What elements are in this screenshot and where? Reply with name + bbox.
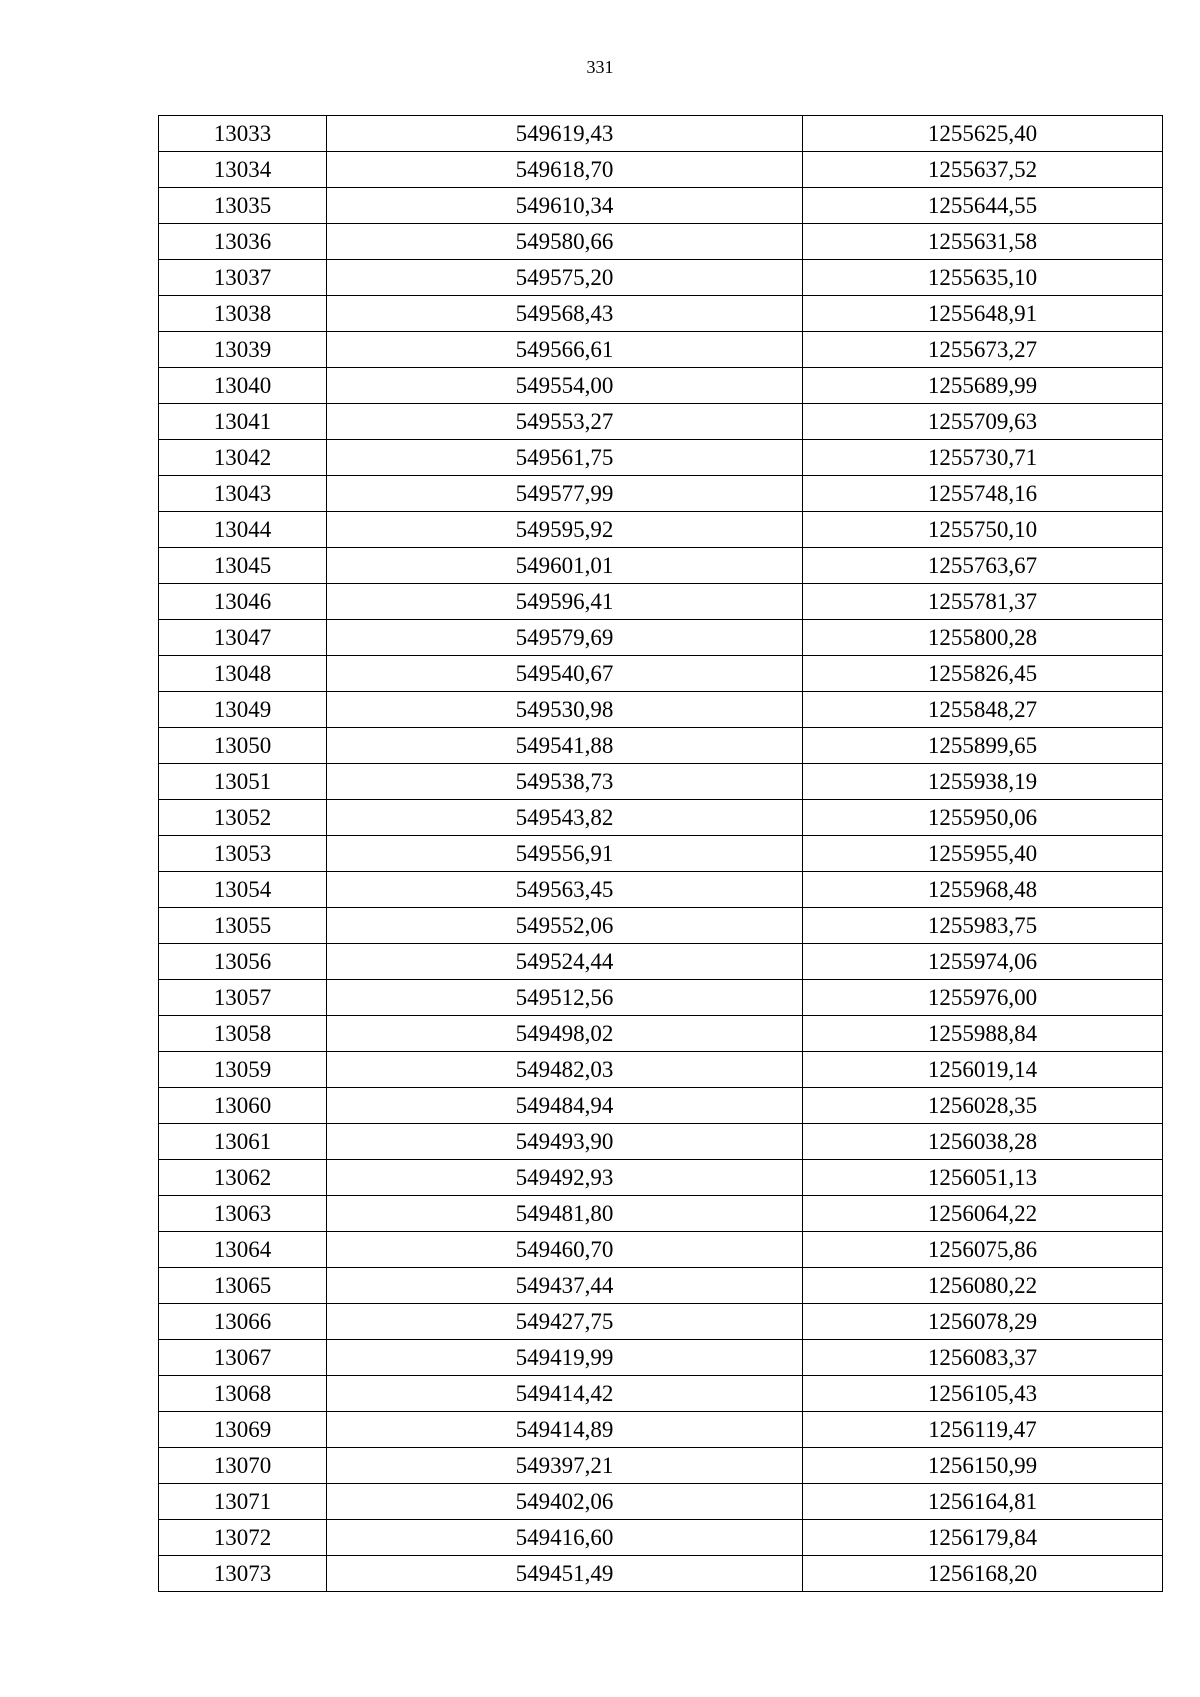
y-coordinate-cell: 1256075,86 <box>803 1232 1163 1268</box>
table-row <box>159 152 1163 188</box>
table-row <box>159 980 1163 1016</box>
x-coordinate-cell: 549484,94 <box>327 1088 803 1124</box>
x-coordinate-cell: 549601,01 <box>327 548 803 584</box>
point-number-cell: 13046 <box>159 584 327 620</box>
point-number-cell: 13050 <box>159 728 327 764</box>
x-coordinate-cell: 549512,56 <box>327 980 803 1016</box>
table-row <box>159 872 1163 908</box>
x-coordinate-cell: 549437,44 <box>327 1268 803 1304</box>
table-row <box>159 188 1163 224</box>
x-coordinate-cell: 549414,89 <box>327 1412 803 1448</box>
x-coordinate-cell: 549543,82 <box>327 800 803 836</box>
y-coordinate-cell: 1256064,22 <box>803 1196 1163 1232</box>
table-row <box>159 908 1163 944</box>
point-number-cell: 13041 <box>159 404 327 440</box>
y-coordinate-cell: 1255631,58 <box>803 224 1163 260</box>
table-row <box>159 1196 1163 1232</box>
table-row <box>159 296 1163 332</box>
y-coordinate-cell: 1255635,10 <box>803 260 1163 296</box>
x-coordinate-cell: 549579,69 <box>327 620 803 656</box>
coordinates-table <box>158 115 1163 1592</box>
y-coordinate-cell: 1255983,75 <box>803 908 1163 944</box>
y-coordinate-cell: 1255976,00 <box>803 980 1163 1016</box>
table-row <box>159 620 1163 656</box>
table-row <box>159 1160 1163 1196</box>
point-number-cell: 13053 <box>159 836 327 872</box>
table-row <box>159 1232 1163 1268</box>
y-coordinate-cell: 1255748,16 <box>803 476 1163 512</box>
point-number-cell: 13057 <box>159 980 327 1016</box>
y-coordinate-cell: 1256078,29 <box>803 1304 1163 1340</box>
table-row <box>159 368 1163 404</box>
table-row <box>159 1412 1163 1448</box>
y-coordinate-cell: 1255968,48 <box>803 872 1163 908</box>
point-number-cell: 13067 <box>159 1340 327 1376</box>
x-coordinate-cell: 549414,42 <box>327 1376 803 1412</box>
table-row <box>159 584 1163 620</box>
x-coordinate-cell: 549596,41 <box>327 584 803 620</box>
x-coordinate-cell: 549552,06 <box>327 908 803 944</box>
y-coordinate-cell: 1255763,67 <box>803 548 1163 584</box>
point-number-cell: 13072 <box>159 1520 327 1556</box>
table-row <box>159 1340 1163 1376</box>
x-coordinate-cell: 549554,00 <box>327 368 803 404</box>
table-row <box>159 1376 1163 1412</box>
point-number-cell: 13037 <box>159 260 327 296</box>
table-row <box>159 800 1163 836</box>
point-number-cell: 13073 <box>159 1556 327 1592</box>
table-row <box>159 1052 1163 1088</box>
y-coordinate-cell: 1255730,71 <box>803 440 1163 476</box>
point-number-cell: 13047 <box>159 620 327 656</box>
y-coordinate-cell: 1255625,40 <box>803 116 1163 152</box>
point-number-cell: 13038 <box>159 296 327 332</box>
table-row <box>159 764 1163 800</box>
y-coordinate-cell: 1255826,45 <box>803 656 1163 692</box>
y-coordinate-cell: 1256019,14 <box>803 1052 1163 1088</box>
x-coordinate-cell: 549610,34 <box>327 188 803 224</box>
x-coordinate-cell: 549493,90 <box>327 1124 803 1160</box>
point-number-cell: 13059 <box>159 1052 327 1088</box>
x-coordinate-cell: 549524,44 <box>327 944 803 980</box>
x-coordinate-cell: 549540,67 <box>327 656 803 692</box>
point-number-cell: 13061 <box>159 1124 327 1160</box>
x-coordinate-cell: 549530,98 <box>327 692 803 728</box>
x-coordinate-cell: 549580,66 <box>327 224 803 260</box>
point-number-cell: 13065 <box>159 1268 327 1304</box>
y-coordinate-cell: 1255800,28 <box>803 620 1163 656</box>
y-coordinate-cell: 1255644,55 <box>803 188 1163 224</box>
point-number-cell: 13055 <box>159 908 327 944</box>
y-coordinate-cell: 1255781,37 <box>803 584 1163 620</box>
y-coordinate-cell: 1255848,27 <box>803 692 1163 728</box>
x-coordinate-cell: 549482,03 <box>327 1052 803 1088</box>
point-number-cell: 13064 <box>159 1232 327 1268</box>
y-coordinate-cell: 1256119,47 <box>803 1412 1163 1448</box>
table-row <box>159 1484 1163 1520</box>
table-row <box>159 656 1163 692</box>
table-row <box>159 476 1163 512</box>
x-coordinate-cell: 549553,27 <box>327 404 803 440</box>
y-coordinate-cell: 1256028,35 <box>803 1088 1163 1124</box>
point-number-cell: 13042 <box>159 440 327 476</box>
y-coordinate-cell: 1256179,84 <box>803 1520 1163 1556</box>
x-coordinate-cell: 549619,43 <box>327 116 803 152</box>
point-number-cell: 13069 <box>159 1412 327 1448</box>
table-row <box>159 1304 1163 1340</box>
point-number-cell: 13036 <box>159 224 327 260</box>
page-number: 331 <box>586 57 614 77</box>
table-row <box>159 440 1163 476</box>
x-coordinate-cell: 549566,61 <box>327 332 803 368</box>
point-number-cell: 13043 <box>159 476 327 512</box>
point-number-cell: 13058 <box>159 1016 327 1052</box>
x-coordinate-cell: 549402,06 <box>327 1484 803 1520</box>
y-coordinate-cell: 1256083,37 <box>803 1340 1163 1376</box>
y-coordinate-cell: 1255689,99 <box>803 368 1163 404</box>
x-coordinate-cell: 549541,88 <box>327 728 803 764</box>
y-coordinate-cell: 1255673,27 <box>803 332 1163 368</box>
point-number-cell: 13033 <box>159 116 327 152</box>
point-number-cell: 13035 <box>159 188 327 224</box>
y-coordinate-cell: 1255955,40 <box>803 836 1163 872</box>
point-number-cell: 13062 <box>159 1160 327 1196</box>
y-coordinate-cell: 1256051,13 <box>803 1160 1163 1196</box>
y-coordinate-cell: 1255988,84 <box>803 1016 1163 1052</box>
y-coordinate-cell: 1255637,52 <box>803 152 1163 188</box>
point-number-cell: 13068 <box>159 1376 327 1412</box>
table-row <box>159 1268 1163 1304</box>
x-coordinate-cell: 549561,75 <box>327 440 803 476</box>
table-row <box>159 692 1163 728</box>
y-coordinate-cell: 1256105,43 <box>803 1376 1163 1412</box>
table-row <box>159 1016 1163 1052</box>
point-number-cell: 13054 <box>159 872 327 908</box>
table-row <box>159 1448 1163 1484</box>
table-row <box>159 224 1163 260</box>
y-coordinate-cell: 1256038,28 <box>803 1124 1163 1160</box>
y-coordinate-cell: 1255709,63 <box>803 404 1163 440</box>
table-row <box>159 1088 1163 1124</box>
table-row <box>159 512 1163 548</box>
table-row <box>159 728 1163 764</box>
point-number-cell: 13060 <box>159 1088 327 1124</box>
y-coordinate-cell: 1255899,65 <box>803 728 1163 764</box>
point-number-cell: 13051 <box>159 764 327 800</box>
x-coordinate-cell: 549595,92 <box>327 512 803 548</box>
x-coordinate-cell: 549575,20 <box>327 260 803 296</box>
point-number-cell: 13040 <box>159 368 327 404</box>
x-coordinate-cell: 549416,60 <box>327 1520 803 1556</box>
table-row <box>159 944 1163 980</box>
table-row <box>159 260 1163 296</box>
x-coordinate-cell: 549498,02 <box>327 1016 803 1052</box>
x-coordinate-cell: 549577,99 <box>327 476 803 512</box>
point-number-cell: 13071 <box>159 1484 327 1520</box>
point-number-cell: 13034 <box>159 152 327 188</box>
y-coordinate-cell: 1255974,06 <box>803 944 1163 980</box>
x-coordinate-cell: 549419,99 <box>327 1340 803 1376</box>
table-row <box>159 332 1163 368</box>
x-coordinate-cell: 549397,21 <box>327 1448 803 1484</box>
x-coordinate-cell: 549492,93 <box>327 1160 803 1196</box>
x-coordinate-cell: 549563,45 <box>327 872 803 908</box>
table-row <box>159 404 1163 440</box>
table-row <box>159 836 1163 872</box>
y-coordinate-cell: 1255938,19 <box>803 764 1163 800</box>
x-coordinate-cell: 549618,70 <box>327 152 803 188</box>
table-row <box>159 116 1163 152</box>
y-coordinate-cell: 1256168,20 <box>803 1556 1163 1592</box>
x-coordinate-cell: 549451,49 <box>327 1556 803 1592</box>
point-number-cell: 13063 <box>159 1196 327 1232</box>
x-coordinate-cell: 549460,70 <box>327 1232 803 1268</box>
point-number-cell: 13066 <box>159 1304 327 1340</box>
table-row <box>159 548 1163 584</box>
point-number-cell: 13039 <box>159 332 327 368</box>
table-row <box>159 1556 1163 1592</box>
y-coordinate-cell: 1256080,22 <box>803 1268 1163 1304</box>
point-number-cell: 13045 <box>159 548 327 584</box>
point-number-cell: 13052 <box>159 800 327 836</box>
x-coordinate-cell: 549568,43 <box>327 296 803 332</box>
y-coordinate-cell: 1255648,91 <box>803 296 1163 332</box>
point-number-cell: 13049 <box>159 692 327 728</box>
table-row <box>159 1124 1163 1160</box>
point-number-cell: 13048 <box>159 656 327 692</box>
coordinates-table-body <box>159 116 1163 1592</box>
y-coordinate-cell: 1256164,81 <box>803 1484 1163 1520</box>
x-coordinate-cell: 549556,91 <box>327 836 803 872</box>
point-number-cell: 13070 <box>159 1448 327 1484</box>
y-coordinate-cell: 1255750,10 <box>803 512 1163 548</box>
x-coordinate-cell: 549427,75 <box>327 1304 803 1340</box>
x-coordinate-cell: 549481,80 <box>327 1196 803 1232</box>
x-coordinate-cell: 549538,73 <box>327 764 803 800</box>
table-row <box>159 1520 1163 1556</box>
y-coordinate-cell: 1255950,06 <box>803 800 1163 836</box>
point-number-cell: 13044 <box>159 512 327 548</box>
y-coordinate-cell: 1256150,99 <box>803 1448 1163 1484</box>
point-number-cell: 13056 <box>159 944 327 980</box>
